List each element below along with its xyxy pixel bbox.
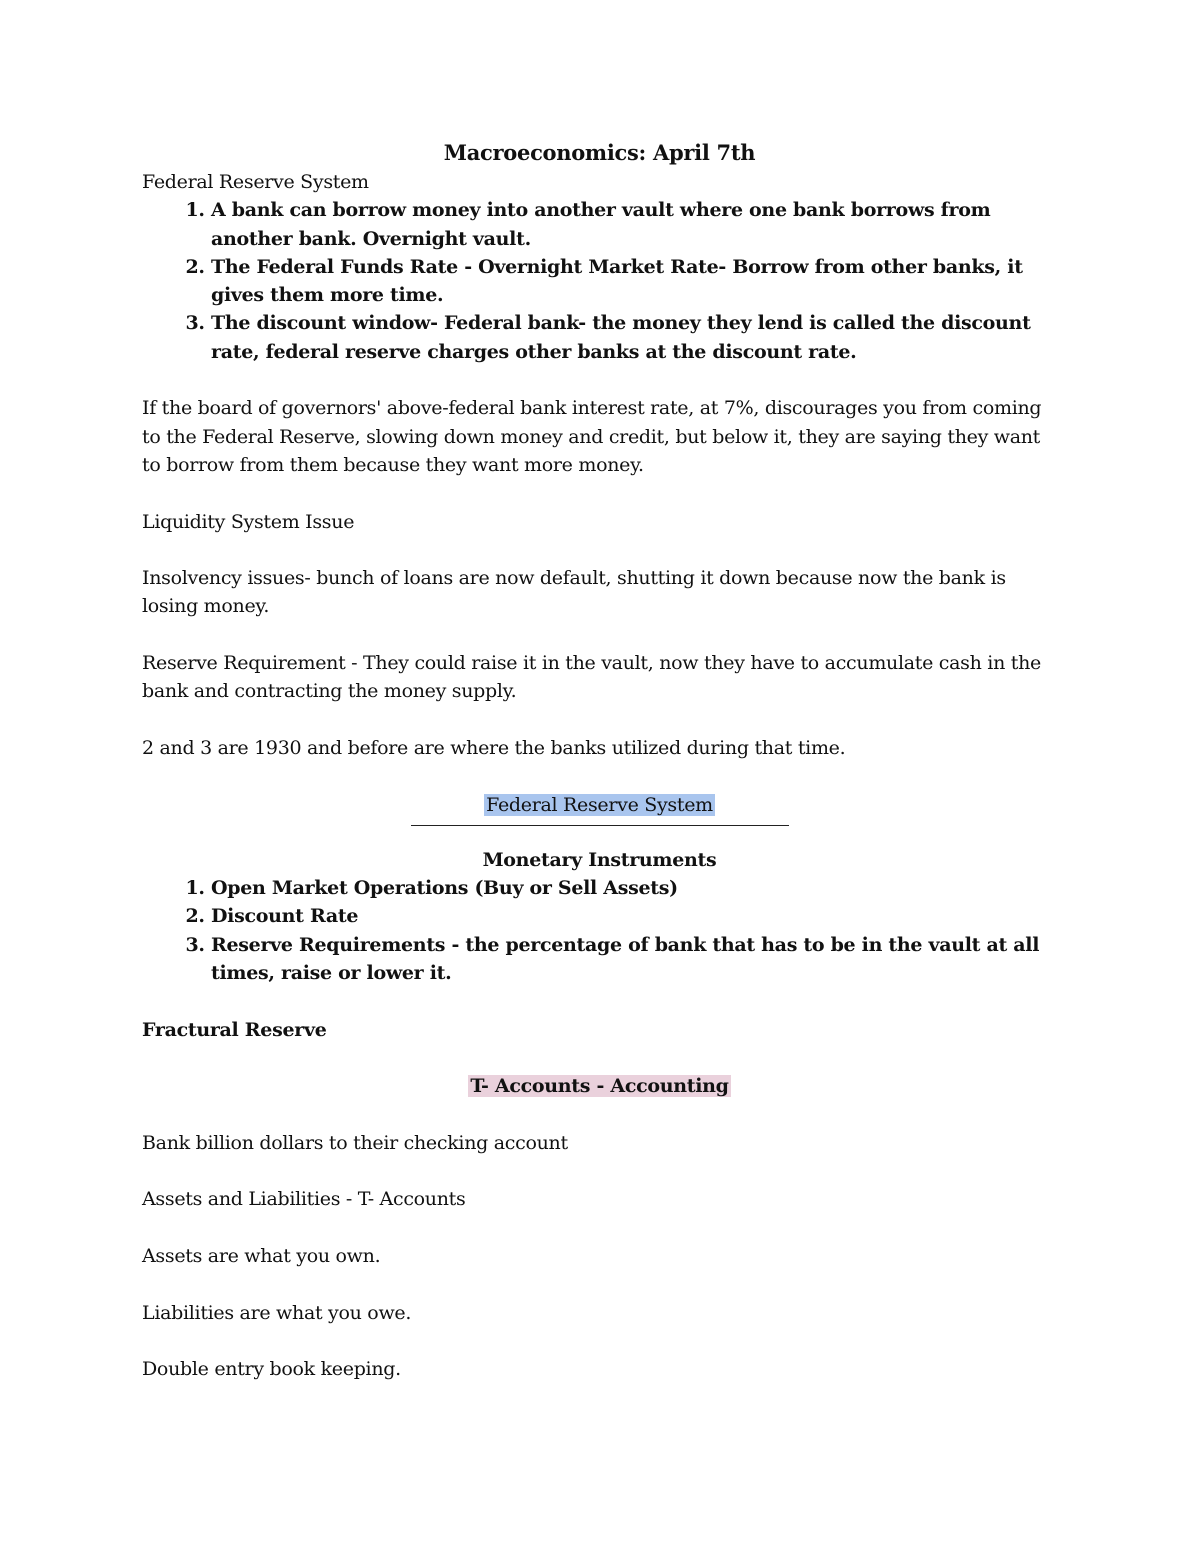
governors-paragraph: If the board of governors' above-federal bank interest rate, at 7%, discourages you from coming to the Federal Reserve, slowing down money and credit, but below it, they are saying they want to borrow from them because they want more money. [142,397,1042,476]
history-paragraph: 2 and 3 are 1930 and before are where the banks utilized during that time. [142,736,846,759]
bank-billion-note: Bank billion dollars to their checking account [142,1131,568,1154]
t-accounts-heading [142,1072,1057,1100]
list-item: 1. Open Market Operations (Buy or Sell Assets) [211,874,1057,902]
document-page [142,138,1057,1383]
document-title: Macroeconomics: April 7th [443,140,756,165]
list-item: 3. The discount window- Federal bank- the money they lend is called the discount rate, federal reserve charges other banks at the discount rate. [211,309,1057,366]
highlight-pink-text: T- Accounts - Accounting [470,1075,729,1098]
monetary-instruments-list [142,874,1057,987]
federal-reserve-list [142,196,1057,366]
assets-liabilities-note: Assets and Liabilities - T- Accounts [142,1188,466,1211]
section-heading-federal-reserve: Federal Reserve System [142,171,369,193]
highlight-blue-text: Federal Reserve System [486,793,713,816]
list-item: 1. A bank can borrow money into another vault where one bank borrows from another bank. Overnight vault. [211,196,1057,253]
highlighted-heading-federal-reserve [142,791,1057,819]
liquidity-paragraph: Liquidity System Issue [142,510,355,533]
list-item: 2. Discount Rate [211,902,1057,930]
list-item: 3. Reserve Requirements - the percentage of bank that has to be in the vault at all times, raise or lower it. [211,931,1057,988]
reserve-requirement-paragraph: Reserve Requirement - They could raise it in the vault, now they have to accumulate cash in the bank and contracting the money supply. [142,652,1041,703]
double-entry-note: Double entry book keeping. [142,1358,401,1381]
horizontal-rule [411,825,789,846]
list-item: 2. The Federal Funds Rate - Overnight Market Rate- Borrow from other banks, it gives them more time. [211,253,1057,310]
assets-note: Assets are what you own. [142,1244,381,1267]
fractural-reserve-heading: Fractural Reserve [142,1018,327,1041]
liabilities-note: Liabilities are what you owe. [142,1301,412,1324]
insolvency-paragraph: Insolvency issues- bunch of loans are now default, shutting it down because now the bank is losing money. [142,567,1006,618]
monetary-instruments-heading: Monetary Instruments [482,848,717,871]
